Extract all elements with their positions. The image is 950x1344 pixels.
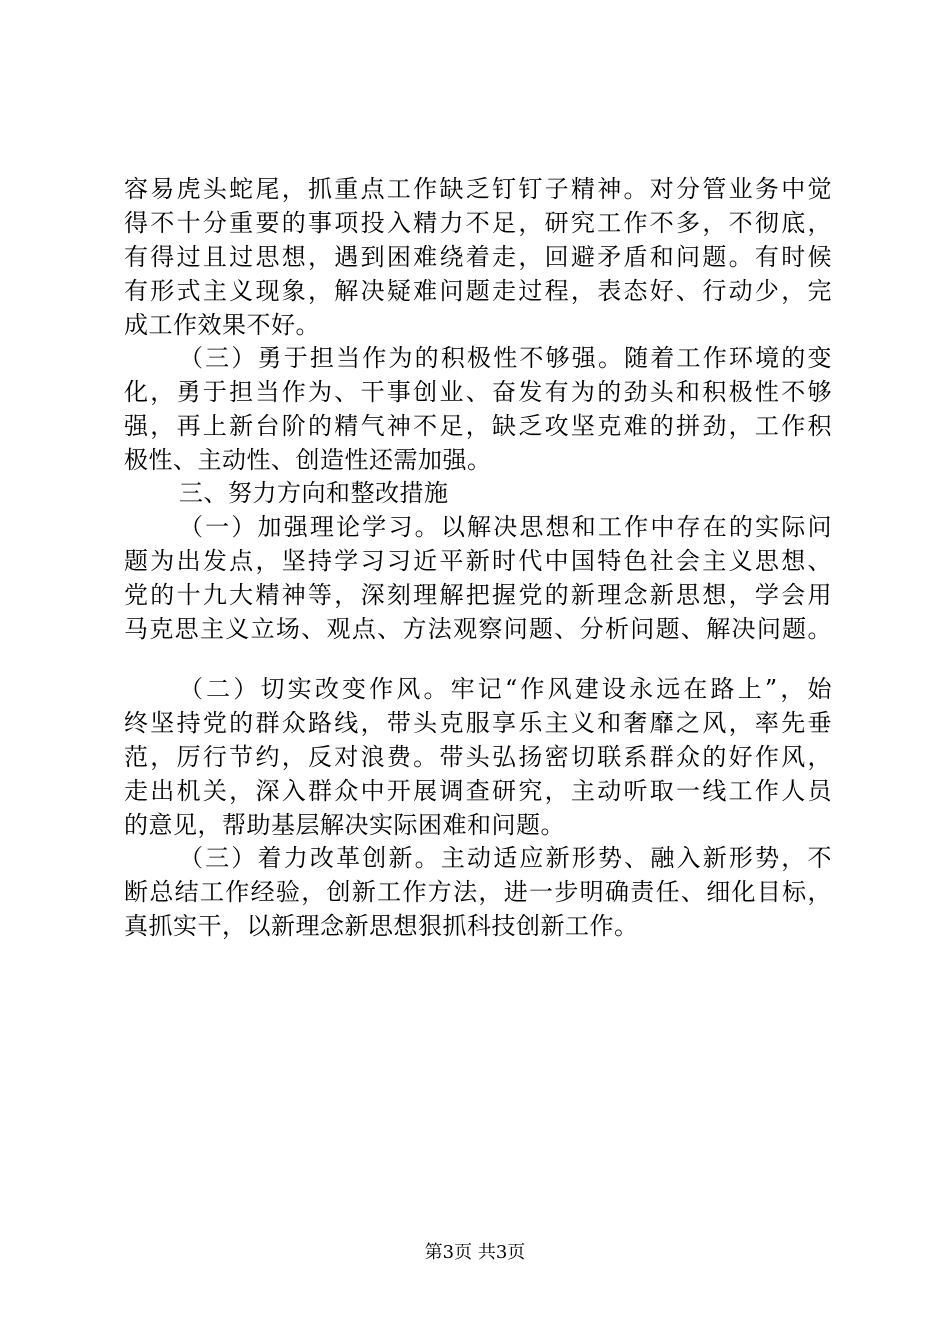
- paragraph-line: 强，再上新台阶的精气神不足，缺乏攻坚克难的拼劲，工作积: [124, 412, 832, 440]
- paragraph-line: 题为出发点，坚持学习习近平新时代中国特色社会主义思想、: [124, 547, 832, 575]
- paragraph-line: 真抓实干，以新理念新思想狠抓科技创新工作。: [124, 912, 639, 940]
- paragraph-line: 有得过且过思想，遇到困难绕着走，回避矛盾和问题。有时候: [124, 243, 832, 271]
- paragraph-line: 走出机关，深入群众中开展调查研究，主动听取一线工作人员: [124, 777, 832, 805]
- paragraph-line: 的意见，帮助基层解决实际困难和问题。: [124, 811, 565, 839]
- section-heading: 三、努力方向和整改措施: [179, 479, 449, 507]
- paragraph-line: （一）加强理论学习。以解决思想和工作中存在的实际问: [179, 513, 832, 541]
- paragraph-line: 极性、主动性、创造性还需加强。: [124, 446, 492, 474]
- paragraph-line: 成工作效果不好。: [124, 311, 320, 339]
- paragraph-line: 断总结工作经验，创新工作方法，进一步明确责任、细化目标，: [124, 878, 832, 906]
- paragraph-line: 终坚持党的群众路线，带头克服享乐主义和奢靡之风，率先垂: [124, 709, 832, 737]
- paragraph-line: （二）切实改变作风。牢记“作风建设永远在路上”，始: [179, 675, 832, 703]
- paragraph-line: 党的十九大精神等，深刻理解把握党的新理念新思想，学会用: [124, 581, 832, 609]
- paragraph-line: （三）着力改革创新。主动适应新形势、融入新形势，不: [179, 844, 832, 872]
- paragraph-line: 范，厉行节约，反对浪费。带头弘扬密切联系群众的好作风，: [124, 743, 832, 771]
- page-number-footer: 第3页 共3页: [424, 1242, 526, 1263]
- paragraph-line: 有形式主义现象，解决疑难问题走过程，表态好、行动少，完: [124, 277, 832, 305]
- paragraph-line: 得不十分重要的事项投入精力不足，研究工作不多，不彻底，: [124, 209, 832, 237]
- paragraph-line: （三）勇于担当作为的积极性不够强。随着工作环境的变: [179, 344, 832, 372]
- paragraph-line: 马克思主义立场、观点、方法观察问题、分析问题、解决问题。: [124, 615, 832, 643]
- paragraph-line: 化，勇于担当作为、干事创业、奋发有为的劲头和积极性不够: [124, 378, 832, 406]
- paragraph-line: 容易虎头蛇尾，抓重点工作缺乏钉钉子精神。对分管业务中觉: [124, 175, 832, 203]
